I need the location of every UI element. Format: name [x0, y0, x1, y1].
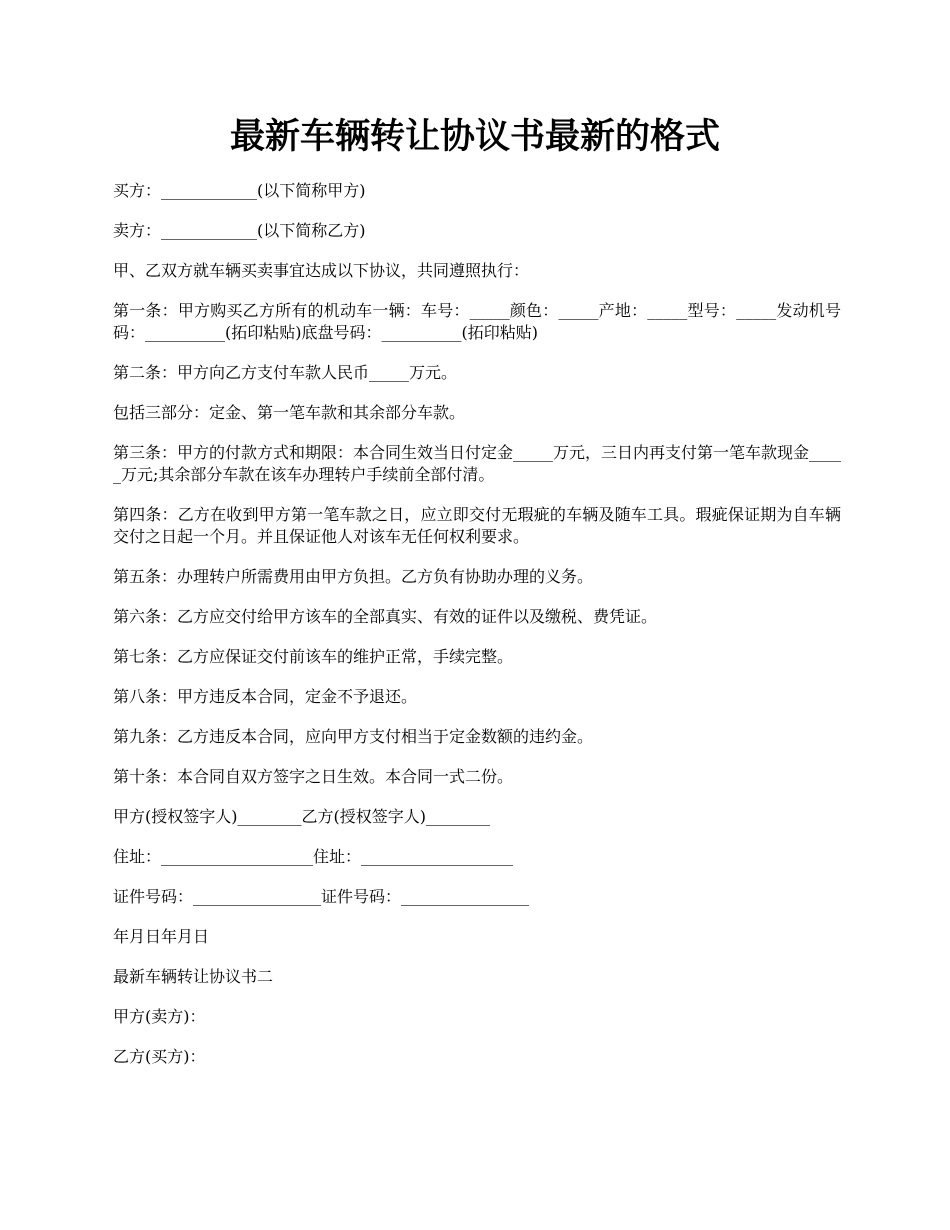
article-4: 第四条：乙方在收到甲方第一笔车款之日，应立即交付无瑕疵的车辆及随车工具。瑕疵保证期为自车辆交付之日起一个月。并且保证他人对该车无任何权利要求。 — [113, 505, 841, 546]
article-9: 第九条：乙方违反本合同，应向甲方支付相当于定金数额的违约金。 — [113, 727, 594, 746]
article-6: 第六条：乙方应交付给甲方该车的全部真实、有效的证件以及缴税、费凭证。 — [113, 607, 658, 626]
seller-line: 卖方：____________(以下简称乙方) — [113, 221, 366, 240]
address-line: 住址：___________________住址：___________________ — [113, 847, 514, 866]
agreement-intro: 甲、乙双方就车辆买卖事宜达成以下协议，共同遵照执行： — [113, 261, 530, 280]
id-number-line: 证件号码：________________证件号码：________________ — [113, 887, 530, 906]
article-3: 第三条：甲方的付款方式和期限：本合同生效当日付定金_____万元，三日内再支付第一笔车款现金_____万元;其余部分车款在该车办理转户手续前全部付清。 — [113, 443, 842, 484]
buyer-line: 买方：____________(以下简称甲方) — [113, 181, 366, 200]
second-agreement-heading: 最新车辆转让协议书二 — [113, 967, 274, 986]
article-10: 第十条：本合同自双方签字之日生效。本合同一式二份。 — [113, 767, 514, 786]
article-1: 第一条：甲方购买乙方所有的机动车一辆：车号：_____颜色：_____产地：_____型号：_____发动机号码：__________(拓印粘贴)底盘号码：__________(拓印粘贴) — [113, 301, 841, 342]
article-2: 第二条：甲方向乙方支付车款人民币_____万元。 — [113, 363, 458, 382]
party-a-seller: 甲方(卖方)： — [113, 1007, 206, 1026]
article-7: 第七条：乙方应保证交付前该车的维护正常，手续完整。 — [113, 647, 514, 666]
date-line: 年月日年月日 — [113, 927, 210, 946]
article-8: 第八条：甲方违反本合同，定金不予退还。 — [113, 687, 418, 706]
signature-line: 甲方(授权签字人)________乙方(授权签字人)________ — [113, 807, 490, 826]
payment-parts: 包括三部分：定金、第一笔车款和其余部分车款。 — [113, 403, 466, 422]
document-title: 最新车辆转让协议书最新的格式 — [229, 116, 720, 157]
party-b-buyer: 乙方(买方)： — [113, 1047, 206, 1066]
article-5: 第五条：办理转户所需费用由甲方负担。乙方负有协助办理的义务。 — [113, 567, 594, 586]
document-body — [113, 180, 841, 1086]
